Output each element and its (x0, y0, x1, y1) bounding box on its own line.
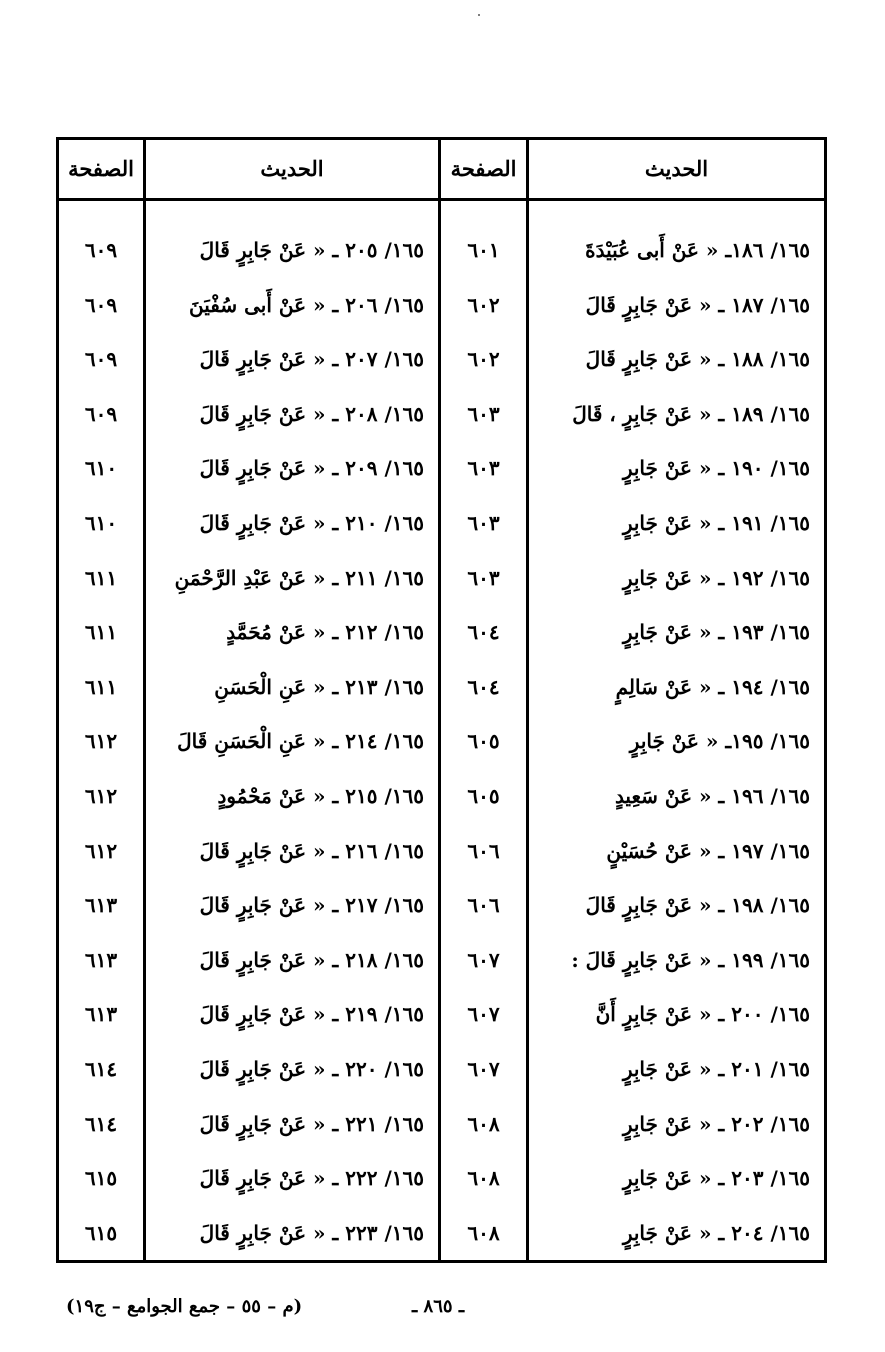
page-cell: ٦١١ (84, 674, 118, 699)
hadith-cell: ١٦٥/ ١٩٥ـ « عَنْ جَابِرٍ (629, 729, 810, 754)
hadith-cell: ١٦٥/ ٢٢١ ـ « عَنْ جَابِرٍ قَالَ (199, 1111, 424, 1136)
hadith-cell: ١٦٥/ ٢١١ ـ « عَنْ عَبْدِ الرَّحْمَنِ (174, 565, 424, 590)
hadith-cell: ١٦٥/ ١٩١ ـ « عَنْ جَابِرٍ (622, 510, 810, 535)
page-cell: ٦١١ (84, 620, 118, 645)
page-cell: ٦٠٩ (84, 292, 118, 317)
column-hadith-right (526, 140, 824, 1260)
hadith-cell: ١٦٥/ ٢١٩ ـ « عَنْ جَابِرٍ قَالَ (199, 1002, 424, 1027)
page-cell: ٦٠٨ (467, 1166, 500, 1191)
header-hadith-left: الحديث (146, 140, 438, 201)
column-page-right (438, 140, 526, 1260)
page-cell: ٦٠٣ (467, 456, 500, 481)
hadith-list-right (529, 201, 824, 1260)
page-cell: ٦٠٦ (467, 893, 500, 918)
volume-reference: (م – ٥٥ – جمع الجوامع – ج١٩) (66, 1296, 303, 1317)
column-hadith-left (143, 140, 438, 1260)
hadith-cell: ١٦٥/ ٢٠٢ ـ « عَنْ جَابِرٍ (622, 1111, 810, 1136)
hadith-cell: ١٦٥/ ٢٠٥ ـ « عَنْ جَابِرٍ قَالَ (199, 238, 424, 263)
page-cell: ٦١٥ (84, 1220, 118, 1245)
hadith-cell: ١٦٥/ ١٨٩ ـ « عَنْ جَابِرٍ ، قَالَ (572, 401, 810, 426)
hadith-cell: ١٦٥/ ١٩٢ ـ « عَنْ جَابِرٍ (622, 565, 810, 590)
page-cell: ٦١٤ (84, 1056, 118, 1081)
page-cell: ٦٠٢ (467, 292, 500, 317)
page-cell: ٦٠٨ (467, 1111, 500, 1136)
hadith-cell: ١٦٥/ ٢٠٦ ـ « عَنْ أَبى سُفْيَنَ (188, 292, 424, 317)
page-cell: ٦٠٧ (467, 947, 500, 972)
page-cell: ٦٠٣ (467, 510, 500, 535)
page-cell: ٦٠٤ (467, 620, 500, 645)
hadith-cell: ١٦٥/ ٢١٠ ـ « عَنْ جَابِرٍ قَالَ (199, 510, 424, 535)
page-cell: ٦٠٧ (467, 1002, 500, 1027)
hadith-cell: ١٦٥/ ٢٠٧ ـ « عَنْ جَابِرٍ قَالَ (199, 347, 424, 372)
page-cell: ٦١٠ (84, 510, 118, 535)
hadith-cell: ١٦٥/ ٢١٨ ـ « عَنْ جَابِرٍ قَالَ (199, 947, 424, 972)
page-cell: ٦٠٩ (84, 238, 118, 263)
page-cell: ٦٠٩ (84, 347, 118, 372)
page-list-left (59, 201, 143, 1260)
page-cell: ٦١٥ (84, 1166, 118, 1191)
page-speck (478, 14, 480, 16)
page-cell: ٦٠٣ (467, 401, 500, 426)
index-table (56, 137, 827, 1263)
hadith-list-left (146, 201, 438, 1260)
page-cell: ٦٠١ (467, 238, 500, 263)
page-cell: ٦٠٤ (467, 674, 500, 699)
page-cell: ٦١١ (84, 565, 118, 590)
page-cell: ٦٠٥ (467, 783, 500, 808)
header-page-left: الصفحة (59, 140, 143, 201)
header-hadith-right: الحديث (529, 140, 824, 201)
page-list-right (441, 201, 526, 1260)
page-cell: ٦١٢ (84, 729, 118, 754)
hadith-cell: ١٦٥/ ١٨٧ ـ « عَنْ جَابِرٍ قَالَ (585, 292, 810, 317)
hadith-cell: ١٦٥/ ١٩٠ ـ « عَنْ جَابِرٍ (622, 456, 810, 481)
page-cell: ٦٠٣ (467, 565, 500, 590)
page-cell: ٦١٢ (84, 838, 118, 863)
hadith-cell: ١٦٥/ ١٩٣ ـ « عَنْ جَابِرٍ (622, 620, 810, 645)
hadith-cell: ١٦٥/ ٢٠٤ ـ « عَنْ جَابِرٍ (622, 1220, 810, 1245)
page-cell: ٦٠٦ (467, 838, 500, 863)
hadith-cell: ١٦٥/ ٢١٧ ـ « عَنْ جَابِرٍ قَالَ (199, 893, 424, 918)
hadith-cell: ١٦٥/ ٢١٣ ـ « عَنِ الْحَسَنِ (214, 674, 424, 699)
hadith-cell: ١٦٥/ ١٩٩ ـ « عَنْ جَابِرٍ قَالَ : (571, 947, 810, 972)
hadith-cell: ١٦٥/ ٢١٦ ـ « عَنْ جَابِرٍ قَالَ (199, 838, 424, 863)
page-cell: ٦١٣ (84, 893, 118, 918)
page-cell: ٦١٣ (84, 947, 118, 972)
hadith-cell: ١٦٥/ ٢١٥ ـ « عَنْ مَحْمُودٍ (217, 783, 424, 808)
page-cell: ٦٠٢ (467, 347, 500, 372)
hadith-cell: ١٦٥/ ٢٢٣ ـ « عَنْ جَابِرٍ قَالَ (199, 1220, 424, 1245)
hadith-cell: ١٦٥/ ٢٠٨ ـ « عَنْ جَابِرٍ قَالَ (199, 401, 424, 426)
hadith-cell: ١٦٥/ ١٩٧ ـ « عَنْ حُسَيْنٍ (606, 838, 810, 863)
page-cell: ٦١٢ (84, 783, 118, 808)
page-footer (0, 1296, 885, 1326)
page-number: ـ ٨٦٥ ـ (412, 1296, 465, 1317)
page-cell: ٦٠٨ (467, 1220, 500, 1245)
hadith-cell: ١٦٥/ ٢١٢ ـ « عَنْ مُحَمَّدٍ (226, 620, 424, 645)
page-cell: ٦١٠ (84, 456, 118, 481)
hadith-cell: ١٦٥/ ٢٠١ ـ « عَنْ جَابِرٍ (622, 1056, 810, 1081)
hadith-cell: ١٦٥/ ٢١٤ ـ « عَنِ الْحَسَنِ قَالَ (177, 729, 424, 754)
hadith-cell: ١٦٥/ ٢٠٣ ـ « عَنْ جَابِرٍ (622, 1166, 810, 1191)
page-cell: ٦٠٧ (467, 1056, 500, 1081)
hadith-cell: ١٦٥/ ١٩٨ ـ « عَنْ جَابِرٍ قَالَ (585, 893, 810, 918)
hadith-cell: ١٦٥/ ١٨٨ ـ « عَنْ جَابِرٍ قَالَ (585, 347, 810, 372)
page-cell: ٦٠٩ (84, 401, 118, 426)
hadith-cell: ١٦٥/ ٢٠٠ ـ « عَنْ جَابِرٍ أَنَّ (595, 1002, 810, 1027)
hadith-cell: ١٦٥/ ٢٠٩ ـ « عَنْ جَابِرٍ قَالَ (199, 456, 424, 481)
hadith-cell: ١٦٥/ ٢٢٠ ـ « عَنْ جَابِرٍ قَالَ (199, 1056, 424, 1081)
hadith-cell: ١٦٥/ ١٩٤ ـ « عَنْ سَالِمٍ (615, 674, 810, 699)
hadith-cell: ١٦٥/ ١٨٦ـ « عَنْ أَبى عُبَيْدَةَ (585, 238, 810, 263)
hadith-cell: ١٦٥/ ١٩٦ ـ « عَنْ سَعِيدٍ (614, 783, 810, 808)
page-cell: ٦٠٥ (467, 729, 500, 754)
page-cell: ٦١٤ (84, 1111, 118, 1136)
hadith-cell: ١٦٥/ ٢٢٢ ـ « عَنْ جَابِرٍ قَالَ (199, 1166, 424, 1191)
page-cell: ٦١٣ (84, 1002, 118, 1027)
header-page-right: الصفحة (441, 140, 526, 201)
column-page-left (59, 140, 143, 1260)
